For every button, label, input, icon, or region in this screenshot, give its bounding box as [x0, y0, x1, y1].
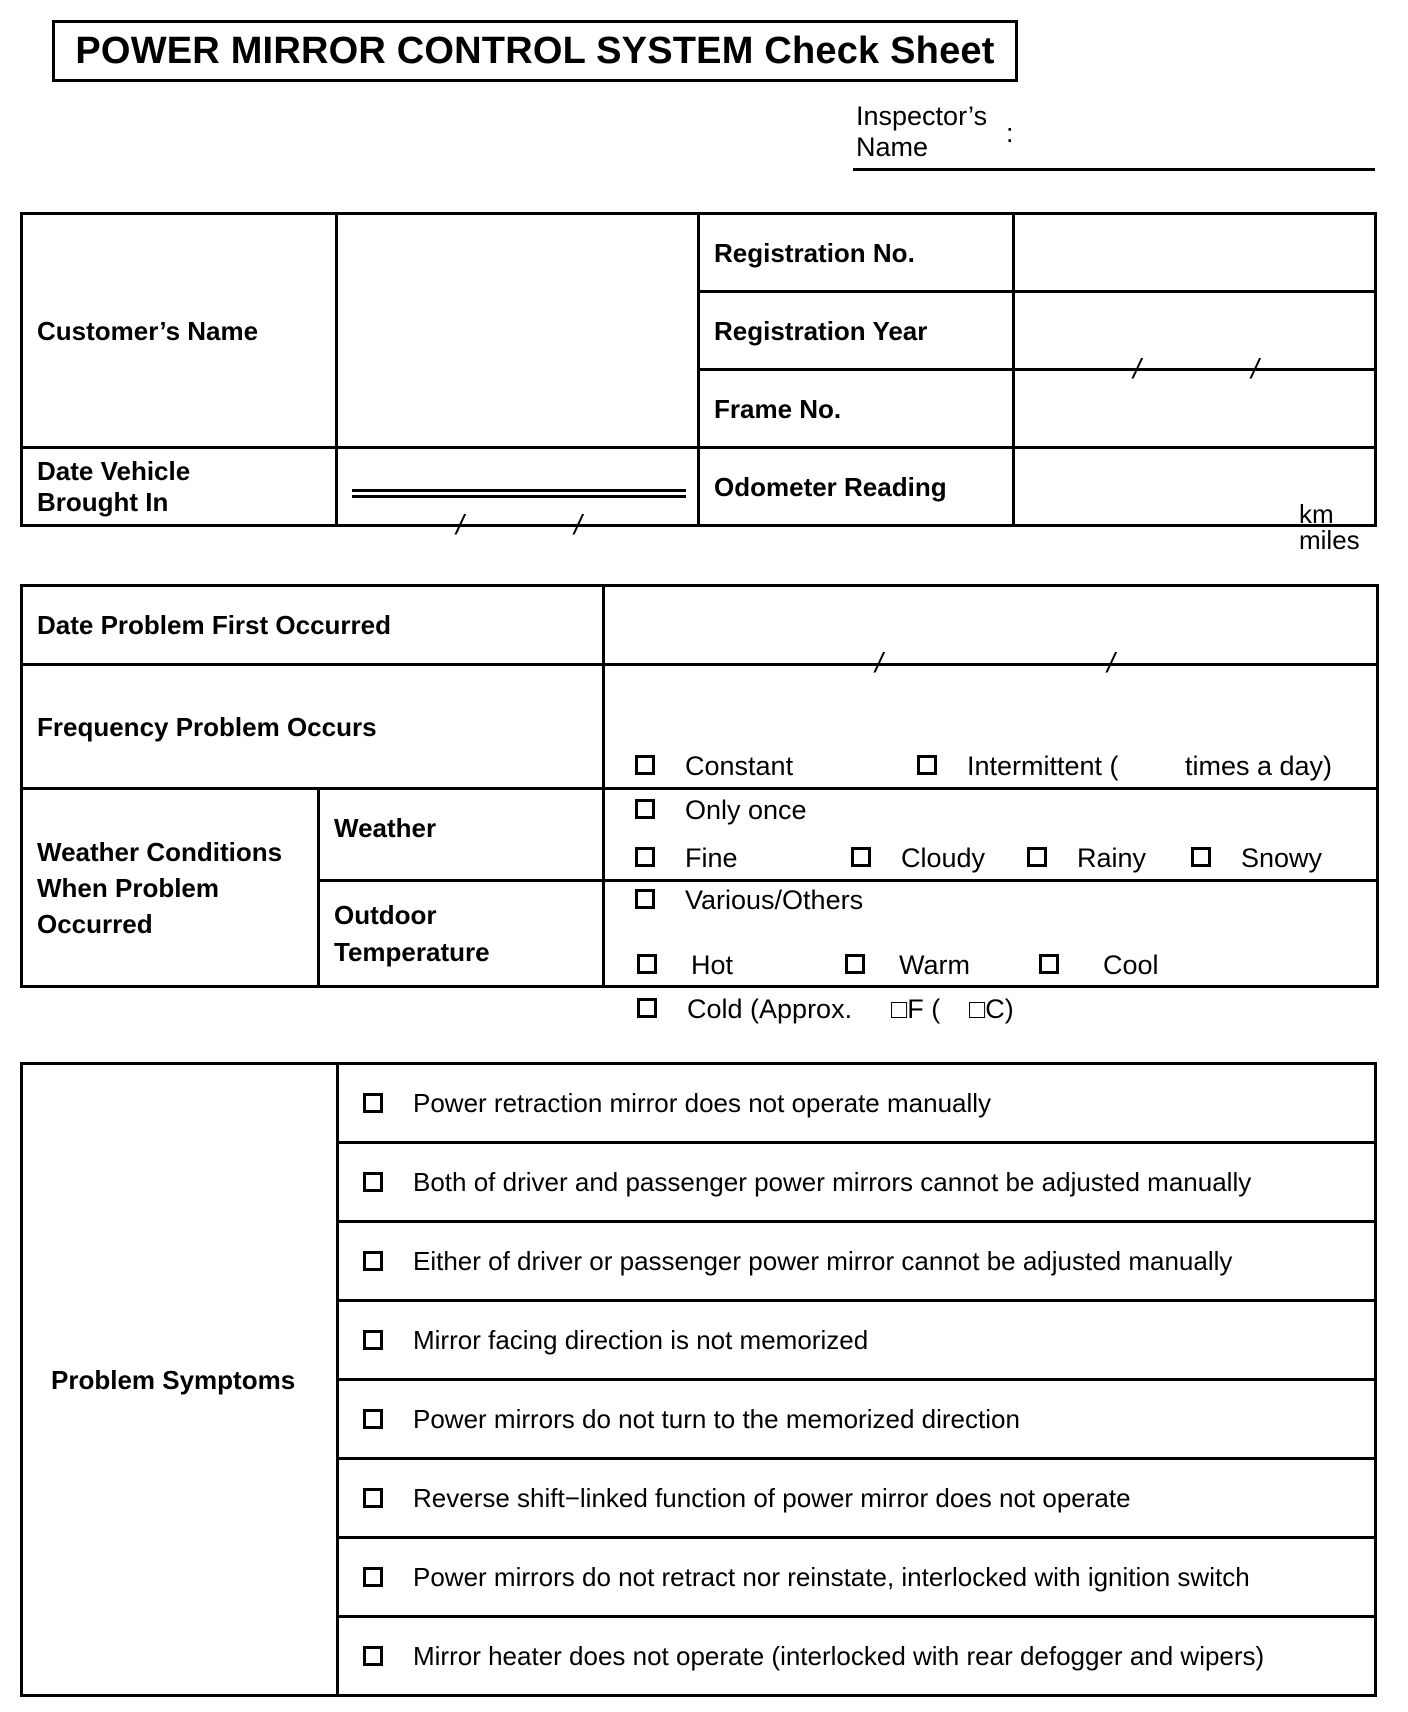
symptom-label: Both of driver and passenger power mirrors cannot be adjusted manually — [413, 1166, 1252, 1197]
option-label: Fine — [685, 842, 738, 873]
date-separator: / — [456, 508, 464, 540]
odometer-field[interactable] — [1014, 448, 1376, 555]
checkbox[interactable] — [363, 1172, 383, 1192]
frequency-label — [22, 665, 604, 789]
checkbox[interactable] — [851, 847, 871, 867]
temperature-warm-option[interactable] — [845, 950, 970, 981]
odometer-unit-miles: miles — [1299, 524, 1360, 555]
frame-no-field[interactable] — [1014, 370, 1376, 448]
date-separator: / — [875, 647, 883, 678]
frequency-constant-option[interactable] — [635, 751, 793, 782]
checkbox[interactable] — [917, 755, 937, 775]
problem-symptoms-label-text: Problem Symptoms — [51, 1364, 296, 1395]
customer-name-label-text: Customer’s Name — [37, 315, 259, 346]
symptom-label: Mirror facing direction is not memorized — [413, 1324, 869, 1355]
registration-no-field[interactable] — [1014, 214, 1376, 292]
customer-name-line-bottom — [352, 495, 686, 498]
symptom-item[interactable] — [338, 1380, 1376, 1459]
date-separator: / — [1133, 352, 1141, 384]
option-label: Cloudy — [901, 842, 986, 873]
weather-snowy-option[interactable] — [1191, 843, 1322, 874]
option-label: Constant — [685, 750, 794, 781]
registration-no-label — [699, 214, 1014, 292]
registration-year-label-text: Registration Year — [714, 315, 928, 346]
checkbox[interactable] — [363, 1646, 383, 1666]
temperature-cold-option[interactable] — [637, 994, 852, 1025]
frequency-intermittent-option[interactable] — [917, 751, 1119, 782]
symptom-item[interactable] — [338, 1459, 1376, 1538]
checkbox[interactable] — [1027, 847, 1047, 867]
customer-name-label — [22, 214, 337, 448]
date-brought-label-line1: Date Vehicle — [37, 455, 191, 486]
checkbox[interactable] — [637, 954, 657, 974]
symptom-item[interactable] — [338, 1617, 1376, 1696]
odometer-unit-km: km — [1299, 498, 1334, 529]
checkbox[interactable] — [363, 1093, 383, 1113]
outdoor-temperature-label-line1: Outdoor — [334, 899, 437, 930]
symptom-label: Either of driver or passenger power mirror cannot be adjusted manually — [413, 1245, 1233, 1276]
customer-name-field[interactable] — [337, 214, 699, 448]
weather-various-option[interactable] — [635, 885, 863, 916]
checkbox[interactable] — [635, 755, 655, 775]
checkbox[interactable] — [635, 889, 655, 909]
checkbox[interactable] — [363, 1409, 383, 1429]
date-separator: / — [574, 508, 582, 540]
option-label: Hot — [691, 949, 734, 980]
date-first-occurred-label-text: Date Problem First Occurred — [37, 610, 391, 640]
option-label: Various/Others — [685, 884, 864, 915]
symptom-label: Power mirrors do not retract nor reinstate, interlocked with ignition switch — [413, 1561, 1250, 1592]
checkbox[interactable] — [363, 1330, 383, 1350]
weather-group-label-line3: Occurred — [37, 908, 153, 939]
frequency-only-once-option[interactable] — [635, 795, 807, 826]
date-brought-label — [22, 448, 337, 526]
option-label: Intermittent ( — [967, 750, 1119, 781]
symptom-item[interactable] — [338, 1064, 1376, 1143]
checkbox[interactable] — [363, 1567, 383, 1587]
checkbox[interactable] — [845, 954, 865, 974]
option-label: Cool — [1103, 949, 1159, 980]
vehicle-info-table — [20, 212, 1377, 555]
odometer-label-text: Odometer Reading — [714, 471, 947, 502]
page-title-text: POWER MIRROR CONTROL SYSTEM Check Sheet — [75, 29, 995, 72]
problem-symptoms-label — [22, 1064, 338, 1696]
outdoor-temperature-label-line2: Temperature — [334, 936, 490, 967]
date-brought-field[interactable] — [337, 448, 699, 540]
inspector-label-line1: Inspector’s — [856, 101, 988, 131]
date-first-occurred-label — [22, 586, 604, 665]
weather-rainy-option[interactable] — [1027, 843, 1146, 874]
weather-fine-option[interactable] — [635, 843, 738, 874]
checkbox[interactable] — [635, 799, 655, 819]
weather-label-text: Weather — [334, 813, 437, 843]
problem-symptoms-table — [20, 1062, 1377, 1697]
date-separator: / — [1107, 647, 1115, 678]
frequency-options — [604, 665, 1378, 825]
inspector-colon: : — [1006, 118, 1014, 148]
symptom-label: Power retraction mirror does not operate manually — [413, 1087, 992, 1118]
page-title — [52, 20, 1018, 82]
registration-no-label-text: Registration No. — [714, 237, 915, 268]
option-label: Cold (Approx. — [687, 993, 853, 1024]
customer-name-line-top — [352, 489, 686, 492]
inspector-label-line2: Name — [856, 132, 929, 162]
frame-no-label-text: Frame No. — [714, 393, 842, 424]
weather-cloudy-option[interactable] — [851, 843, 985, 874]
checkbox[interactable] — [1191, 847, 1211, 867]
date-brought-label-line2: Brought In — [37, 486, 169, 517]
weather-label — [319, 789, 604, 881]
registration-year-label — [699, 292, 1014, 370]
option-label: Snowy — [1241, 842, 1323, 873]
date-separator: / — [1251, 352, 1259, 384]
checkbox[interactable] — [637, 998, 657, 1018]
symptom-item[interactable] — [338, 1143, 1376, 1222]
temperature-cool-option[interactable] — [1039, 950, 1159, 981]
symptom-label: Reverse shift−linked function of power mirror does not operate — [413, 1482, 1131, 1513]
symptom-label: Power mirrors do not turn to the memorized direction — [413, 1403, 1020, 1434]
temperature-unit-f: □F ( — [891, 993, 941, 1024]
temperature-unit-c: □C) — [969, 993, 1014, 1024]
temperature-hot-option[interactable] — [637, 950, 733, 981]
inspector-name-field[interactable] — [853, 168, 1375, 171]
outdoor-temperature-label — [319, 881, 604, 987]
weather-group-label — [22, 789, 319, 987]
checkbox[interactable] — [1039, 954, 1059, 974]
conditions-table — [20, 584, 1379, 1024]
frequency-times-a-day-label: times a day) — [1185, 750, 1333, 781]
symptom-item[interactable] — [338, 1301, 1376, 1380]
option-label: Only once — [685, 794, 807, 825]
option-label: Warm — [899, 949, 970, 980]
frame-no-label — [699, 370, 1014, 448]
weather-group-label-line1: Weather Conditions — [37, 836, 283, 867]
symptom-label: Mirror heater does not operate (interlocked with rear defogger and wipers) — [413, 1640, 1265, 1671]
weather-group-label-line2: When Problem — [37, 872, 220, 903]
inspector-label — [856, 101, 987, 163]
registration-year-field[interactable] — [1014, 292, 1376, 384]
odometer-label — [699, 448, 1014, 526]
symptom-item[interactable] — [338, 1538, 1376, 1617]
frequency-label-text: Frequency Problem Occurs — [37, 711, 377, 742]
option-label: Rainy — [1077, 842, 1147, 873]
checkbox[interactable] — [363, 1251, 383, 1271]
symptom-item[interactable] — [338, 1222, 1376, 1301]
date-first-occurred-field[interactable] — [604, 586, 1378, 678]
checkbox[interactable] — [635, 847, 655, 867]
checkbox[interactable] — [363, 1488, 383, 1508]
